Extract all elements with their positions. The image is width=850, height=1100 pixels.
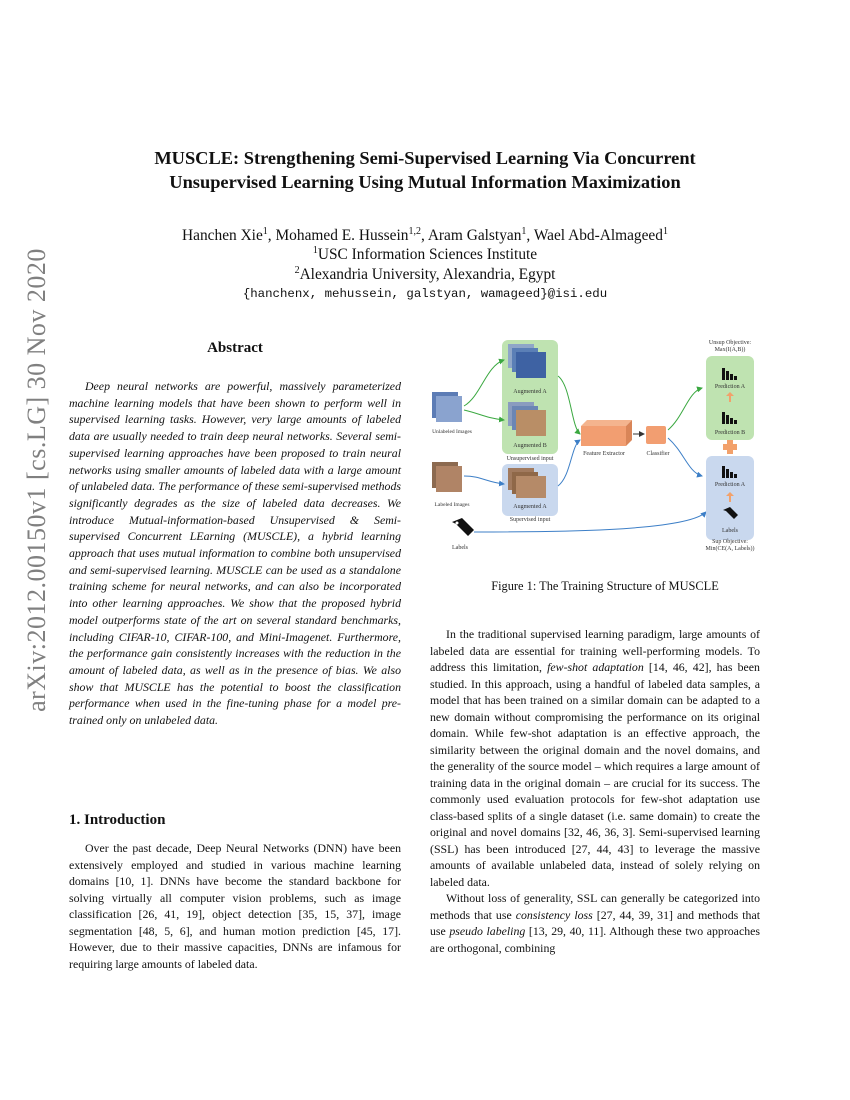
classifier-label: Classifier <box>646 451 670 457</box>
unlabeled-images-label: Unlabeled Images <box>432 429 472 435</box>
unsup-objective-label: Unsup Objective: <box>708 340 752 346</box>
abstract-body: Deep neural networks are powerful, massively parameterized machine learning models that have been shown to perform well in supervised learning tasks. However, very large amounts of labeled data are usually needed to train deep neural networks. Several semi-supervised learning approaches have been proposed to train neural networks using smaller amounts of labeled data with a large amount of unlabeled data. The performance of these semi-supervised methods significantly degrades as the size of labeled data decreases. We introduce Mutual-information-based Unsupervised & Semi-supervised Concurrent LEarning (MUSCLE), a hybrid learning approach that uses mutual information to combine both unsupervised and semi-supervised learning. MUSCLE can be used as a standalone training scheme for neural networks, and can also be incorporated into other learning approaches. We show that the proposed hybrid model outperforms state of the art on several standard benchmarks, including CIFAR-10, CIFAR-100, and Mini-Imagenet. Furthermore, the performance gain consistently increases with the reduction in the amount of labeled data, as well as in the presence of bias. We also show that MUSCLE has the potential to boost the classification performance when used in the fine-tuning phase for a model pre-trained only on unlabeled data. <box>69 379 401 728</box>
paper-title <box>80 146 770 194</box>
text-span: In the traditional supervised learning paradigm, large amounts of labeled data are essential for training well-performing models. To address this limitation, <box>430 627 760 674</box>
section-heading-introduction: 1. Introduction <box>69 812 166 828</box>
paragraph <box>430 890 760 956</box>
affiliation-1 <box>80 245 770 265</box>
labeled-images-label: Labeled Images <box>434 502 470 508</box>
title-line-1: MUSCLE: Strengthening Semi-Supervised Learning Via Concurrent <box>154 148 696 168</box>
augmented-a-label: Augmented A <box>513 389 547 395</box>
text-span: Without loss of generality, SSL can generally be categorized into methods that use <box>430 891 760 922</box>
emphasis: pseudo labeling <box>449 924 526 938</box>
labels-input-label: Labels <box>452 545 468 551</box>
feature-extractor-block <box>581 420 632 446</box>
author-affiliation-mark: 1 <box>521 226 527 237</box>
labels-box-label: Labels <box>722 528 738 534</box>
introduction-paragraph: Over the past decade, Deep Neural Networks (DNN) have been extensively employed and studied in various machine learning domains [10, 1]. DNNs have become the standard backbone for solving virtually all computer vision problems, such as image classification [26, 41, 19], object detection [35, 15, 37], image segmentation [48, 5, 6], and human motion prediction [45, 17]. However, due to their massive capacities, DNNs are infamous for requiring large amounts of labeled data. <box>69 841 401 971</box>
emphasis: few-shot adaptation <box>547 660 644 674</box>
affiliation-text: USC Information Sciences Institute <box>317 246 538 263</box>
author-emails[interactable]: {hanchenx, mehussein, galstyan, wamageed}@isi.edu <box>242 287 608 301</box>
sup-objective-label: Sup Objective: <box>712 539 748 545</box>
affiliation-mark: 1 <box>312 245 318 256</box>
emphasis: consistency loss <box>515 907 593 922</box>
figure-training-structure <box>426 336 786 562</box>
prediction-b-label: Prediction B <box>714 430 746 436</box>
affiliation-text: Alexandria University, Alexandria, Egypt <box>299 266 556 283</box>
unsupervised-input-label: Unsupervised input <box>506 456 554 462</box>
plus-icon <box>723 440 737 454</box>
title-line-2: Unsupervised Learning Using Mutual Information Maximization <box>169 172 681 192</box>
author-name: Hanchen Xie <box>182 227 263 244</box>
author-name: Wael Abd-Almageed <box>533 227 663 244</box>
author-affiliation-mark: 1 <box>662 226 668 237</box>
affiliation-2 <box>80 265 770 285</box>
author-affiliation-mark: 1,2 <box>408 226 421 237</box>
supervised-input-label: Supervised input <box>509 517 551 523</box>
augmented-b-label: Augmented B <box>513 443 547 449</box>
text-span: [27, 44, 39, 31] and methods that use <box>430 907 760 938</box>
feature-extractor-label: Feature Extractor <box>583 451 625 457</box>
right-column-text <box>430 626 760 956</box>
author-name: Aram Galstyan <box>427 227 522 244</box>
arxiv-identifier <box>22 248 52 712</box>
author-list: Hanchen Xie$^1$, Mohamed E. Hussein$^{1,2}$, Aram Galstyan$^1$, Wael Abd-Almageed$^1$ <box>182 226 668 244</box>
figure-caption: Figure 1: The Training Structure of MUSCLE <box>491 579 719 593</box>
author-affiliation-mark: 1 <box>262 226 268 237</box>
prediction-a-label: Prediction A <box>714 384 746 390</box>
prediction-a-supervised-label: Prediction A <box>714 482 746 488</box>
text-span: [14, 46, 42], has been studied. In this approach, using a handful of labeled data samples, a model that has been trained on a similar domain can be adapted to a new domain without compromising the performance on its original domain. While few-shot adaptation is an effective approach, the similarity between the original domain and the novel domains, and the generality of the source model – which requires a large amount of training data in the original domain – are crucial for its success. The commonly used evaluation protocols for few-shot adaptation use class-based splits of a single dataset (i.e. same domain) to create the original and novel domains [32, 46, 36, 3]. Semi-supervised learning (SSL) has been introduced [27, 44, 43] to leverage the massive amounts of available unlabeled data, instead of solely relying on labeled data. <box>430 660 760 889</box>
augmented-a-supervised-label: Augmented A <box>513 504 547 510</box>
training-structure-diagram <box>426 336 786 562</box>
sup-objective-formula: Min(CE(A, Labels)) <box>705 546 755 552</box>
abstract-heading: Abstract <box>207 340 263 356</box>
classifier-block <box>646 426 666 444</box>
label-tag-icon <box>452 518 474 536</box>
arxiv-identifier-text: arXiv:2012.00150v1 [cs.LG] 30 Nov 2020 <box>22 248 51 712</box>
affiliation-mark: 2 <box>294 265 300 276</box>
paragraph <box>430 626 760 890</box>
unsup-objective-formula: Max(I(A,B)) <box>714 347 746 353</box>
text-span: [13, 29, 40, 11]. Although these two approaches are orthogonal, combining <box>430 924 760 955</box>
author-name: Mohamed E. Hussein <box>275 227 409 244</box>
